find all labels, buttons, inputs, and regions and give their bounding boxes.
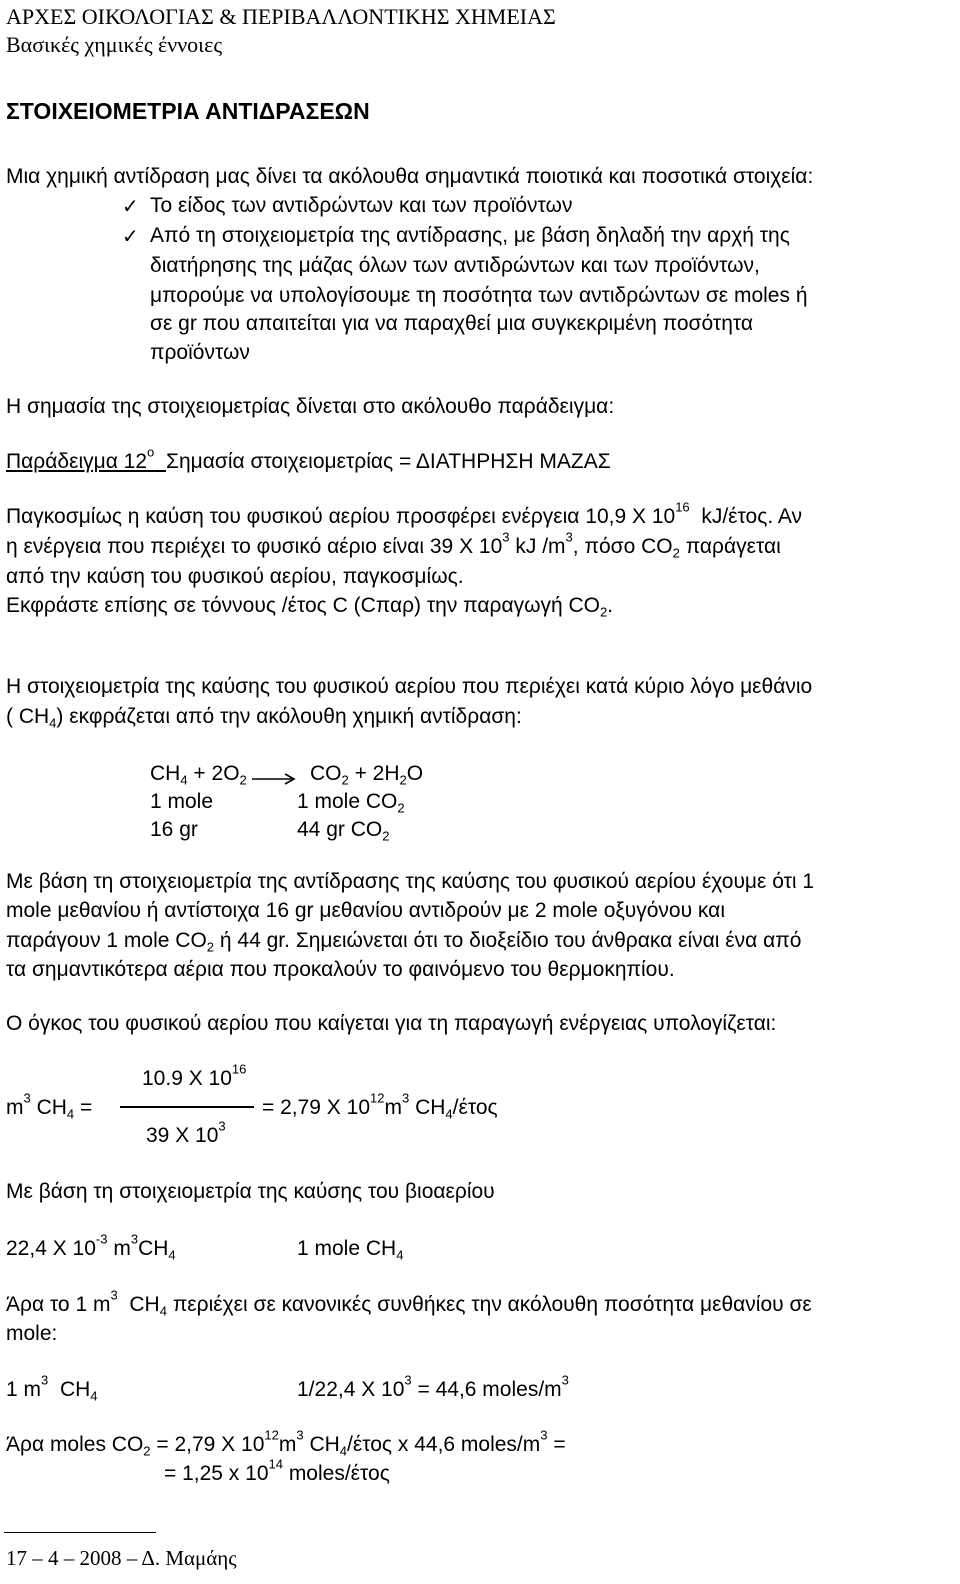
fraction-numerator: 10.9 Χ $10^{16}$: [142, 1061, 247, 1090]
example-topic: Σημασία στοιχειομετρίας = ΔΙΑΤΗΡΗΣΗ ΜΑΖΑΣ: [165, 450, 611, 473]
bullet-text: Το είδος των αντιδρώντων και των προϊόντων: [150, 194, 573, 217]
problem-line: Παγκοσμίως η καύση του φυσικού αερίου προσφέρει ενέργεια 10,9 Χ $10^{16}$ kJ/έτος. Αν: [6, 499, 802, 528]
final-result-value: = 1,25 x $10^{14}$ moles/έτος: [164, 1456, 390, 1485]
explain-text: παράγουν 1 mole $CO_2$ ή 44 gr. Σημειώνεται ότι το διοξείδιο του άνθρακα είναι ένα από: [6, 929, 802, 955]
problem-line: Εκφράστε επίσης σε τόννους /έτος C (Cπαρ) την παραγωγή $CO_2$.: [6, 594, 614, 620]
conclusion-text: mole:: [6, 1322, 58, 1345]
fraction-bar: [120, 1106, 254, 1108]
one-m3-left: 1 $m^3$ $CH_4$: [6, 1372, 98, 1404]
explain-text: Με βάση τη στοιχειομετρία της αντίδρασης της καύσης του φυσικού αερίου έχουμε ότι 1: [6, 870, 815, 893]
bullet-text: Από τη στοιχειομετρία της αντίδρασης, με βάση δηλαδή την αρχή της: [150, 224, 790, 247]
checkmark-icon: ✓: [122, 194, 139, 218]
reaction-mass-left: 16 gr: [150, 818, 198, 841]
bullet-text: μπορούμε να υπολογίσουμε τη ποσότητα των αντιδρώντων σε moles ή: [150, 284, 808, 307]
biogas-mole: 1 mole $CH_4$: [297, 1237, 404, 1263]
example-heading: [6, 444, 611, 474]
explain-text: mole μεθανίου ή αντίστοιχα 16 gr μεθανίου αντιδρούν με 2 mole οξυγόνου και: [6, 899, 725, 922]
reaction-mole-right: 1 mole $CO_2$: [297, 790, 405, 816]
reaction-arrow-icon: [250, 772, 298, 786]
fraction-lhs: $m^3$ $CH_4$ =: [6, 1090, 93, 1122]
volume-intro: Ο όγκος του φυσικού αερίου που καίγεται για τη παραγωγή ενέργειας υπολογίζεται:: [6, 1012, 777, 1035]
footer-date-author: 17 – 4 – 2008 – Δ. Μαμάης: [6, 1546, 237, 1570]
problem-line: η ενέργεια που περιέχει το φυσικό αέριο είναι 39 Χ $10^3$ kJ $/m^3$, πόσο $CO_2$ παράγεται: [6, 529, 781, 561]
problem-line: από την καύση του φυσικού αερίου, παγκοσμίως.: [6, 565, 464, 588]
reaction-products: $CO_2 + 2H_2O$: [310, 762, 424, 788]
stoich-text: Η στοιχειομετρία της καύσης του φυσικού αερίου που περιέχει κατά κύριο λόγο μεθάνιο: [6, 675, 813, 698]
fraction-rhs: = 2,79 Χ $10^{12}m^3$ $CH_4$/έτος: [262, 1090, 498, 1122]
reaction-mole-left: 1 mole: [150, 790, 214, 813]
final-result: Άρα moles $CO_2 = 2,79$ Χ $10^{12}m^3$ $CH_4$/έτος x 44,6 moles/$m^3$ =: [6, 1427, 566, 1459]
bullet-text: σε gr που απαιτείται για να παραχθεί μια συγκεκριμένη ποσότητα: [150, 312, 754, 335]
example-label: Παράδειγμα $12^o$: [6, 444, 155, 473]
biogas-text: Με βάση τη στοιχειομετρία της καύσης του βιοαερίου: [6, 1180, 495, 1203]
footer-rule: [4, 1532, 156, 1533]
page-title: ΣΤΟΙΧΕΙΟΜΕΤΡΙΑ ΑΝΤΙΔΡΑΣΕΩΝ: [6, 98, 370, 124]
one-m3-right: 1/22,4 Χ $10^3 = 44,6$ moles/$m^3$: [297, 1372, 569, 1401]
importance-text: Η σημασία της στοιχειομετρίας δίνεται στο ακόλουθο παράδειγμα:: [6, 395, 615, 418]
intro-text: Μια χημική αντίδραση μας δίνει τα ακόλουθα σημαντικά ποιοτικά και ποσοτικά στοιχεία:: [6, 165, 814, 188]
biogas-volume: 22,4 Χ $10^{-3}$ $m^3CH_4$: [6, 1231, 176, 1263]
reaction-mass-right: 44 gr $CO_2$: [297, 818, 390, 844]
header-course-title: ΑΡΧΕΣ ΟΙΚΟΛΟΓΙΑΣ & ΠΕΡΙΒΑΛΛΟΝΤΙΚΗΣ ΧΗΜΕΙΑΣ: [6, 4, 556, 29]
stoich-text: ( $CH_4$) εκφράζεται από την ακόλουθη χημική αντίδραση:: [6, 705, 522, 731]
bullet-text: διατήρησης της μάζας όλων των αντιδρώντων και των προϊόντων,: [150, 254, 760, 277]
checkmark-icon: ✓: [122, 224, 139, 248]
conclusion-text: Άρα το 1 $m^3$ $CH_4$ περιέχει σε κανονικές συνθήκες την ακόλουθη ποσότητα μεθανίου σε: [6, 1287, 812, 1319]
fraction-denominator: 39 Χ $10^3$: [146, 1118, 226, 1147]
reaction-reactants: $CH_4 + 2O_2$: [150, 762, 247, 788]
bullet-text: προϊόντων: [150, 341, 250, 364]
explain-text: τα σημαντικότερα αέρια που προκαλούν το φαινόμενο του θερμοκηπίου.: [6, 958, 675, 981]
header-subtitle: Βασικές χημικές έννοιες: [6, 32, 223, 57]
